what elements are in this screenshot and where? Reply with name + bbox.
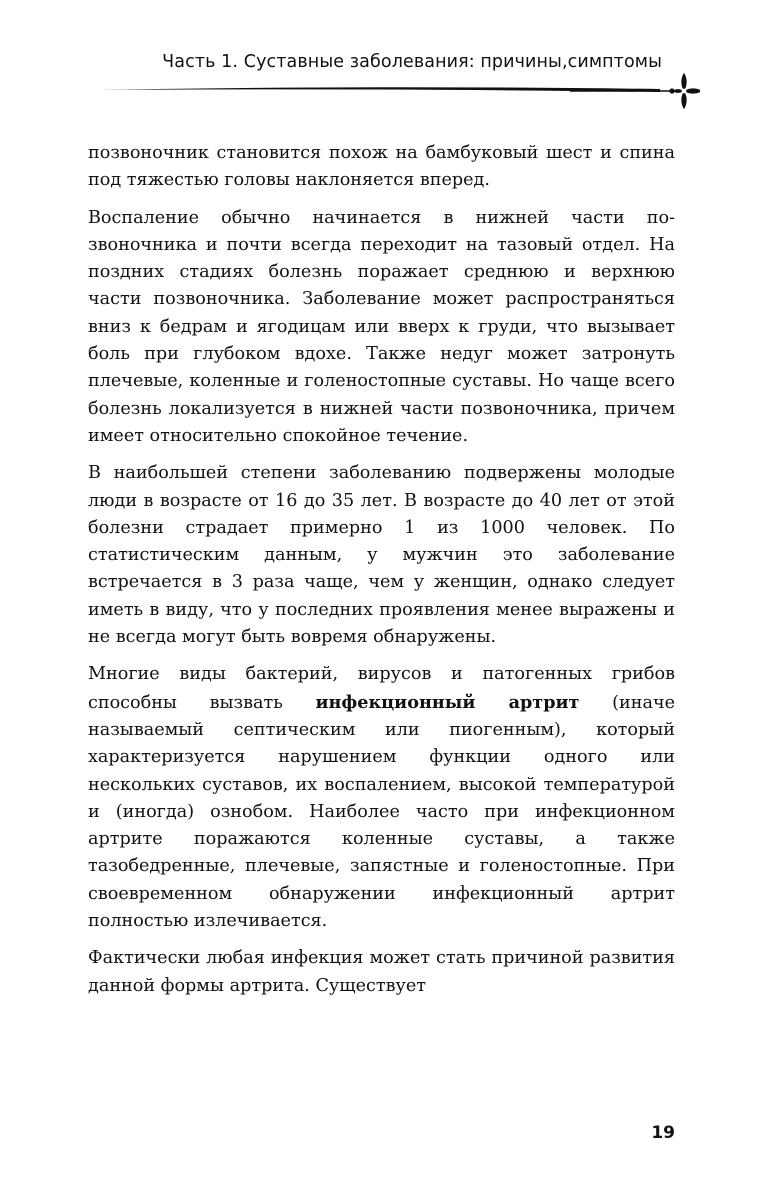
page-header bbox=[100, 52, 700, 112]
paragraph-4-lead: Многие виды бактерий, вирусов и патогенных грибов способны вызвать bbox=[88, 664, 675, 713]
page-number: 19 bbox=[651, 1123, 675, 1143]
paragraph-4 bbox=[88, 661, 675, 935]
header-ornament bbox=[100, 68, 700, 112]
running-title: Часть 1. Суставные заболевания: причины,симптомы bbox=[162, 52, 662, 72]
paragraph-5: Фактически любая инфекция может стать причиной развития данной формы артрита. Существует bbox=[88, 948, 675, 996]
paragraph-4-rest: (иначе называемый септическим или пиогенным), который характеризуется нарушением функции одного или нескольких суставов, их воспалением, высокой температурой и (иногда) ознобом. Наиболее часто при инфекционном артрите поражаются коленные суставы, а также тазобедренные, плечевые, запястные и голеностопные. При своевременном обнаружении инфекционный артрит полностью излечивается. bbox=[88, 692, 675, 932]
term-infectious-arthritis: инфекционный артрит bbox=[315, 691, 580, 713]
paragraph-2: Воспаление обычно начинается в нижней части позвоночника и почти всегда переходит на тазовый отдел. На поздних стадиях болезнь поражает среднюю и верхнюю части позвоночника. Заболевание может распространяться вниз к бедрам и ягодицам или вверх к груди, что вызывает боль при глубоком вдохе. Также недуг может затронуть плечевые, коленные и голеностопные суставы. Но чаще всего болезнь локализуется в нижней части позвоночника, причем имеет относительно спокойное течение. bbox=[88, 207, 675, 446]
paragraph-3: В наибольшей степени заболеванию подвержены молодые люди в возрасте от 16 до 35 лет. В возрасте до 40 лет от этой болезни страдает примерно 1 из 1000 человек. По статистическим данным, у мужчин это заболевание встречается в 3 раза чаще, чем у женщин, однако следует иметь в виду, что у последних проявления менее выражены и не всегда могут быть вовремя обнаружены. bbox=[88, 463, 675, 648]
paragraph-1: позвоночник становится похож на бамбуковый шест и спина под тяжестью головы наклоняется вперед. bbox=[88, 143, 675, 191]
main-text bbox=[88, 140, 675, 1010]
